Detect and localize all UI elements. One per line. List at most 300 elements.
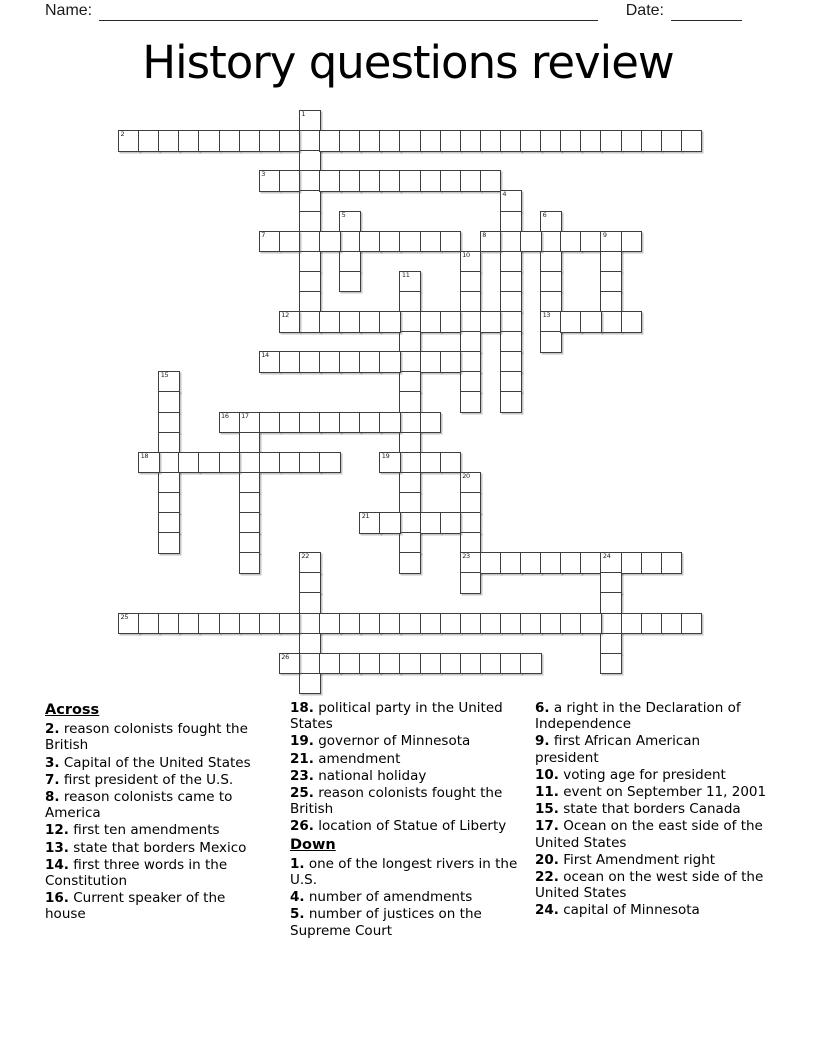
grid-cell-r11c19[interactable]: [500, 331, 522, 353]
grid-cell-r27c15[interactable]: [420, 653, 442, 675]
grid-cell-r16c2[interactable]: [158, 432, 180, 454]
grid-cell-r22c17[interactable]: [460, 552, 482, 574]
grid-cell-r22c22[interactable]: [560, 552, 582, 574]
grid-cell-r25c5[interactable]: [219, 613, 241, 635]
grid-cell-r1c12[interactable]: [359, 130, 381, 152]
grid-cell-r25c24[interactable]: [600, 613, 622, 635]
grid-cell-r23c9[interactable]: [299, 572, 321, 594]
grid-cell-r20c17[interactable]: [460, 512, 482, 534]
grid-cell-r16c6[interactable]: [239, 432, 261, 454]
grid-cell-r25c23[interactable]: [580, 613, 602, 635]
grid-cell-r1c14[interactable]: [399, 130, 421, 152]
grid-cell-r6c25[interactable]: [621, 231, 643, 253]
grid-cell-r25c6[interactable]: [239, 613, 261, 635]
grid-cell-r19c6[interactable]: [239, 492, 261, 514]
grid-cell-r25c20[interactable]: [520, 613, 542, 635]
grid-cell-r10c23[interactable]: [580, 311, 602, 333]
grid-cell-r12c19[interactable]: [500, 351, 522, 373]
cell-number: 20: [462, 471, 470, 480]
grid-cell-r4c19[interactable]: [500, 190, 522, 212]
grid-cell-r1c0[interactable]: [118, 130, 140, 152]
grid-cell-r25c19[interactable]: [500, 613, 522, 635]
grid-cell-r20c16[interactable]: [440, 512, 462, 534]
clue-16-across: 16. Current speaker of the house: [45, 890, 226, 923]
grid-cell-r18c6[interactable]: [239, 472, 261, 494]
grid-cell-r27c17[interactable]: [460, 653, 482, 675]
grid-cell-r6c12[interactable]: [359, 231, 381, 253]
clue-19-across: 19. governor of Minnesota: [290, 733, 471, 750]
clue-number: 13.: [45, 839, 69, 856]
grid-cell-r6c23[interactable]: [580, 231, 602, 253]
grid-cell-r8c19[interactable]: [500, 271, 522, 293]
grid-cell-r1c21[interactable]: [540, 130, 562, 152]
grid-cell-r11c17[interactable]: [460, 331, 482, 353]
grid-cell-r6c8[interactable]: [279, 231, 301, 253]
grid-cell-r25c9[interactable]: [299, 613, 321, 635]
grid-cell-r25c11[interactable]: [339, 613, 361, 635]
grid-cell-r25c4[interactable]: [198, 613, 220, 635]
clue-number: 17.: [535, 818, 559, 835]
clue-number: 7.: [45, 771, 60, 788]
grid-cell-r25c28[interactable]: [681, 613, 703, 635]
clue-number: 2.: [45, 721, 60, 738]
grid-cell-r19c14[interactable]: [399, 492, 421, 514]
grid-cell-r10c24[interactable]: [600, 311, 622, 333]
grid-cell-r15c7[interactable]: [259, 412, 281, 434]
grid-cell-r22c24[interactable]: [600, 552, 622, 574]
grid-cell-r10c21[interactable]: [540, 311, 562, 333]
grid-cell-r17c15[interactable]: [420, 452, 442, 474]
grid-cell-r9c9[interactable]: [299, 291, 321, 313]
cell-number: 8: [482, 230, 487, 239]
cell-number: 7: [261, 230, 266, 239]
grid-cell-r17c7[interactable]: [259, 452, 281, 474]
grid-cell-r6c15[interactable]: [420, 231, 442, 253]
grid-cell-r14c14[interactable]: [399, 391, 421, 413]
grid-cell-r18c2[interactable]: [158, 472, 180, 494]
grid-cell-r25c18[interactable]: [480, 613, 502, 635]
grid-cell-r13c17[interactable]: [460, 371, 482, 393]
grid-cell-r17c6[interactable]: [239, 452, 261, 474]
grid-cell-r13c14[interactable]: [399, 371, 421, 393]
grid-cell-r19c17[interactable]: [460, 492, 482, 514]
grid-cell-r27c16[interactable]: [440, 653, 462, 675]
grid-cell-r27c14[interactable]: [399, 653, 421, 675]
grid-cell-r20c12[interactable]: [359, 512, 381, 534]
grid-cell-r3c12[interactable]: [359, 170, 381, 192]
grid-cell-r20c13[interactable]: [379, 512, 401, 534]
grid-cell-r1c10[interactable]: [319, 130, 341, 152]
grid-cell-r1c13[interactable]: [379, 130, 401, 152]
page-title: History questions review: [142, 36, 674, 89]
grid-cell-r1c4[interactable]: [198, 130, 220, 152]
grid-cell-r3c7[interactable]: [259, 170, 281, 192]
grid-cell-r21c6[interactable]: [239, 532, 261, 554]
grid-cell-r3c11[interactable]: [339, 170, 361, 192]
grid-cell-r10c25[interactable]: [621, 311, 643, 333]
grid-cell-r1c2[interactable]: [158, 130, 180, 152]
grid-cell-r20c6[interactable]: [239, 512, 261, 534]
clue-17-down: 17. Ocean on the east side of the United States: [535, 818, 763, 851]
grid-cell-r1c20[interactable]: [520, 130, 542, 152]
grid-cell-r14c17[interactable]: [460, 391, 482, 413]
grid-cell-r25c14[interactable]: [399, 613, 421, 635]
grid-cell-r6c18[interactable]: [480, 231, 502, 253]
grid-cell-r15c12[interactable]: [359, 412, 381, 434]
grid-cell-r1c11[interactable]: [339, 130, 361, 152]
grid-cell-r10c9[interactable]: [299, 311, 321, 333]
grid-cell-r6c19[interactable]: [500, 231, 522, 253]
grid-cell-r5c19[interactable]: [500, 211, 522, 233]
grid-cell-r22c20[interactable]: [520, 552, 542, 574]
grid-cell-r3c15[interactable]: [420, 170, 442, 192]
grid-cell-r6c22[interactable]: [560, 231, 582, 253]
clue-number: 4.: [290, 889, 305, 906]
grid-cell-r22c23[interactable]: [580, 552, 602, 574]
grid-cell-r21c17[interactable]: [460, 532, 482, 554]
grid-cell-r23c24[interactable]: [600, 572, 622, 594]
grid-cell-r8c24[interactable]: [600, 271, 622, 293]
grid-cell-r11c14[interactable]: [399, 331, 421, 353]
name-label: Name:: [45, 2, 93, 19]
grid-cell-r12c7[interactable]: [259, 351, 281, 373]
grid-cell-r27c13[interactable]: [379, 653, 401, 675]
grid-cell-r5c11[interactable]: [339, 211, 361, 233]
grid-cell-r1c27[interactable]: [661, 130, 683, 152]
cell-number: 1: [301, 110, 306, 118]
grid-cell-r1c25[interactable]: [621, 130, 643, 152]
clue-number: 22.: [535, 869, 559, 886]
grid-cell-r14c19[interactable]: [500, 391, 522, 413]
grid-cell-r1c7[interactable]: [259, 130, 281, 152]
clue-18-across: 18. political party in the United States: [290, 700, 503, 733]
grid-cell-r1c16[interactable]: [440, 130, 462, 152]
grid-cell-r13c19[interactable]: [500, 371, 522, 393]
grid-cell-r6c7[interactable]: [259, 231, 281, 253]
grid-cell-r22c9[interactable]: [299, 552, 321, 574]
grid-cell-r12c17[interactable]: [460, 351, 482, 373]
grid-cell-r12c11[interactable]: [339, 351, 361, 373]
grid-cell-r20c14[interactable]: [399, 512, 421, 534]
grid-cell-r1c9[interactable]: [299, 130, 321, 152]
clue-column-2: [290, 700, 518, 940]
cell-number: 24: [602, 552, 611, 561]
grid-cell-r12c14[interactable]: [399, 351, 421, 373]
clue-number: 5.: [290, 906, 305, 923]
grid-cell-r27c24[interactable]: [600, 653, 622, 675]
cell-number: 10: [462, 250, 470, 259]
grid-cell-r15c5[interactable]: [219, 412, 241, 434]
grid-cell-r1c26[interactable]: [641, 130, 663, 152]
cell-number: 26: [281, 652, 289, 661]
grid-cell-r25c17[interactable]: [460, 613, 482, 635]
grid-cell-r25c0[interactable]: [118, 613, 140, 635]
grid-cell-r8c17[interactable]: [460, 271, 482, 293]
grid-cell-r15c2[interactable]: [158, 412, 180, 434]
grid-cell-r24c24[interactable]: [600, 592, 622, 614]
grid-cell-r12c15[interactable]: [420, 351, 442, 373]
grid-cell-r17c8[interactable]: [279, 452, 301, 474]
grid-cell-r12c13[interactable]: [379, 351, 401, 373]
cell-number: 19: [381, 451, 390, 460]
clue-22-down: 22. ocean on the west side of the United States: [535, 869, 764, 902]
clue-10-down: 10. voting age for president: [535, 766, 726, 783]
grid-cell-r15c6[interactable]: [239, 412, 261, 434]
cell-number: 6: [542, 210, 547, 219]
grid-cell-r25c21[interactable]: [540, 613, 562, 635]
grid-cell-r10c18[interactable]: [480, 311, 502, 333]
across-header: Across: [45, 702, 100, 718]
grid-cell-r25c27[interactable]: [661, 613, 683, 635]
grid-cell-r8c14[interactable]: [399, 271, 421, 293]
grid-cell-r25c3[interactable]: [178, 613, 200, 635]
grid-cell-r27c12[interactable]: [359, 653, 381, 675]
grid-cell-r25c16[interactable]: [440, 613, 462, 635]
grid-cell-r15c14[interactable]: [399, 412, 421, 434]
grid-cell-r15c13[interactable]: [379, 412, 401, 434]
grid-cell-r6c20[interactable]: [520, 231, 542, 253]
grid-cell-r22c21[interactable]: [540, 552, 562, 574]
clue-15-down: 15. state that borders Canada: [535, 801, 741, 818]
clue-24-down: 24. capital of Minnesota: [535, 902, 700, 919]
grid-cell-r10c13[interactable]: [379, 311, 401, 333]
grid-cell-r1c17[interactable]: [460, 130, 482, 152]
grid-cell-r7c9[interactable]: [299, 251, 321, 273]
grid-cell-r12c9[interactable]: [299, 351, 321, 373]
grid-cell-r25c2[interactable]: [158, 613, 180, 635]
grid-cell-r8c11[interactable]: [339, 271, 361, 293]
grid-cell-r22c6[interactable]: [239, 552, 261, 574]
grid-cell-r7c11[interactable]: [339, 251, 361, 273]
grid-cell-r17c9[interactable]: [299, 452, 321, 474]
grid-cell-r8c21[interactable]: [540, 271, 562, 293]
grid-cell-r20c2[interactable]: [158, 512, 180, 534]
grid-cell-r16c14[interactable]: [399, 432, 421, 454]
grid-cell-r9c19[interactable]: [500, 291, 522, 313]
grid-cell-r23c17[interactable]: [460, 572, 482, 594]
grid-cell-r25c12[interactable]: [359, 613, 381, 635]
grid-cell-r27c20[interactable]: [520, 653, 542, 675]
grid-cell-r9c14[interactable]: [399, 291, 421, 313]
grid-cell-r1c18[interactable]: [480, 130, 502, 152]
clue-number: 20.: [535, 851, 559, 868]
grid-cell-r18c17[interactable]: [460, 472, 482, 494]
grid-cell-r12c12[interactable]: [359, 351, 381, 373]
clue-12-across: 12. first ten amendments: [45, 822, 220, 839]
grid-cell-r25c15[interactable]: [420, 613, 442, 635]
grid-cell-r26c9[interactable]: [299, 633, 321, 655]
grid-cell-r17c2[interactable]: [158, 452, 180, 474]
grid-cell-r17c16[interactable]: [440, 452, 462, 474]
grid-cell-r10c15[interactable]: [420, 311, 442, 333]
grid-cell-r27c8[interactable]: [279, 653, 301, 675]
grid-cell-r15c8[interactable]: [279, 412, 301, 434]
grid-cell-r6c14[interactable]: [399, 231, 421, 253]
grid-cell-r10c8[interactable]: [279, 311, 301, 333]
cell-number: 18: [140, 451, 149, 460]
grid-cell-r3c8[interactable]: [279, 170, 301, 192]
grid-cell-r3c9[interactable]: [299, 170, 321, 192]
grid-cell-r10c19[interactable]: [500, 311, 522, 333]
grid-cell-r22c14[interactable]: [399, 552, 421, 574]
cell-number: 23: [462, 552, 470, 561]
grid-cell-r17c4[interactable]: [198, 452, 220, 474]
grid-cell-r27c10[interactable]: [319, 653, 341, 675]
grid-cell-r28c9[interactable]: [299, 673, 321, 695]
grid-cell-r8c9[interactable]: [299, 271, 321, 293]
grid-cell-r25c8[interactable]: [279, 613, 301, 635]
grid-cell-r6c24[interactable]: [600, 231, 622, 253]
clue-number: 11.: [535, 784, 559, 801]
grid-cell-r12c16[interactable]: [440, 351, 462, 373]
cell-number: 17: [241, 411, 249, 420]
grid-cell-r9c17[interactable]: [460, 291, 482, 313]
grid-cell-r10c22[interactable]: [560, 311, 582, 333]
grid-cell-r25c1[interactable]: [138, 613, 160, 635]
grid-cell-r10c17[interactable]: [460, 311, 482, 333]
grid-cell-r10c10[interactable]: [319, 311, 341, 333]
grid-cell-r10c16[interactable]: [440, 311, 462, 333]
grid-cell-r3c14[interactable]: [399, 170, 421, 192]
clue-number: 23.: [290, 767, 314, 784]
grid-cell-r17c3[interactable]: [178, 452, 200, 474]
grid-cell-r10c12[interactable]: [359, 311, 381, 333]
grid-cell-r1c24[interactable]: [600, 130, 622, 152]
clue-number: 19.: [290, 733, 314, 750]
grid-cell-r17c13[interactable]: [379, 452, 401, 474]
clue-number: 6.: [535, 700, 550, 716]
grid-cell-r19c2[interactable]: [158, 492, 180, 514]
grid-cell-r22c18[interactable]: [480, 552, 502, 574]
grid-cell-r7c24[interactable]: [600, 251, 622, 273]
clue-number: 15.: [535, 801, 559, 818]
grid-cell-r1c5[interactable]: [219, 130, 241, 152]
grid-cell-r15c15[interactable]: [420, 412, 442, 434]
grid-cell-r25c25[interactable]: [621, 613, 643, 635]
name-date-row: [45, 2, 742, 21]
cell-number: 22: [301, 552, 310, 561]
grid-cell-r3c10[interactable]: [319, 170, 341, 192]
grid-cell-r6c16[interactable]: [440, 231, 462, 253]
cell-number: 13: [542, 311, 551, 319]
grid-cell-r1c1[interactable]: [138, 130, 160, 152]
grid-cell-r1c22[interactable]: [560, 130, 582, 152]
clue-number: 12.: [45, 822, 69, 839]
grid-cell-r1c23[interactable]: [580, 130, 602, 152]
grid-cell-r10c14[interactable]: [399, 311, 421, 333]
name-blank-line: [99, 5, 598, 21]
grid-cell-r25c22[interactable]: [560, 613, 582, 635]
cell-number: 15: [160, 371, 169, 380]
grid-cell-r7c21[interactable]: [540, 251, 562, 273]
grid-cell-r25c26[interactable]: [641, 613, 663, 635]
clue-column-1: [45, 700, 270, 924]
grid-cell-r1c6[interactable]: [239, 130, 261, 152]
grid-cell-r13c2[interactable]: [158, 371, 180, 393]
grid-cell-r17c10[interactable]: [319, 452, 341, 474]
grid-cell-r27c11[interactable]: [339, 653, 361, 675]
grid-cell-r18c14[interactable]: [399, 472, 421, 494]
grid-cell-r27c9[interactable]: [299, 653, 321, 675]
grid-cell-r0c9[interactable]: [299, 110, 321, 132]
grid-cell-r14c2[interactable]: [158, 391, 180, 413]
grid-cell-r12c10[interactable]: [319, 351, 341, 373]
grid-cell-r7c19[interactable]: [500, 251, 522, 273]
cell-number: 2: [120, 130, 125, 139]
grid-cell-r24c9[interactable]: [299, 592, 321, 614]
grid-cell-r11c21[interactable]: [540, 331, 562, 353]
clue-number: 3.: [45, 754, 60, 771]
grid-cell-r6c13[interactable]: [379, 231, 401, 253]
grid-cell-r20c15[interactable]: [420, 512, 442, 534]
grid-cell-r17c5[interactable]: [219, 452, 241, 474]
grid-cell-r6c9[interactable]: [299, 231, 321, 253]
grid-cell-r2c9[interactable]: [299, 150, 321, 172]
grid-cell-r4c9[interactable]: [299, 190, 321, 212]
grid-cell-r3c16[interactable]: [440, 170, 462, 192]
grid-cell-r7c17[interactable]: [460, 251, 482, 273]
grid-cell-r9c21[interactable]: [540, 291, 562, 313]
grid-cell-r6c11[interactable]: [339, 231, 361, 253]
grid-cell-r5c21[interactable]: [540, 211, 562, 233]
grid-cell-r6c21[interactable]: [540, 231, 562, 253]
grid-cell-r15c9[interactable]: [299, 412, 321, 434]
grid-cell-r5c9[interactable]: [299, 211, 321, 233]
grid-cell-r27c19[interactable]: [500, 653, 522, 675]
cell-number: 9: [602, 230, 607, 239]
grid-cell-r1c15[interactable]: [420, 130, 442, 152]
grid-cell-r22c27[interactable]: [661, 552, 683, 574]
grid-cell-r15c11[interactable]: [339, 412, 361, 434]
clue-number: 21.: [290, 750, 314, 767]
grid-cell-r3c17[interactable]: [460, 170, 482, 192]
clue-number: 9.: [535, 733, 550, 750]
grid-cell-r1c3[interactable]: [178, 130, 200, 152]
grid-cell-r1c28[interactable]: [681, 130, 703, 152]
grid-cell-r15c10[interactable]: [319, 412, 341, 434]
grid-cell-r21c14[interactable]: [399, 532, 421, 554]
clue-number: 8.: [45, 789, 60, 806]
grid-cell-r26c24[interactable]: [600, 633, 622, 655]
clue-11-down: 11. event on September 11, 2001: [535, 784, 767, 801]
grid-cell-r3c13[interactable]: [379, 170, 401, 192]
grid-cell-r17c14[interactable]: [399, 452, 421, 474]
grid-cell-r22c25[interactable]: [621, 552, 643, 574]
grid-cell-r25c10[interactable]: [319, 613, 341, 635]
grid-cell-r17c1[interactable]: [138, 452, 160, 474]
grid-cell-r21c2[interactable]: [158, 532, 180, 554]
clue-5-down: 5. number of justices on the Supreme Court: [290, 906, 482, 939]
grid-cell-r3c18[interactable]: [480, 170, 502, 192]
grid-cell-r9c24[interactable]: [600, 291, 622, 313]
clue-number: 14.: [45, 856, 69, 873]
grid-cell-r1c8[interactable]: [279, 130, 301, 152]
grid-cell-r10c11[interactable]: [339, 311, 361, 333]
clue-number: 24.: [535, 902, 559, 919]
cell-number: 16: [221, 411, 229, 420]
grid-cell-r1c19[interactable]: [500, 130, 522, 152]
grid-cell-r27c18[interactable]: [480, 653, 502, 675]
grid-cell-r25c7[interactable]: [259, 613, 281, 635]
cell-number: 4: [502, 190, 507, 199]
cell-number: 14: [261, 351, 269, 360]
grid-cell-r22c19[interactable]: [500, 552, 522, 574]
grid-cell-r22c26[interactable]: [641, 552, 663, 574]
date-label: Date:: [625, 2, 664, 19]
grid-cell-r6c10[interactable]: [319, 231, 341, 253]
grid-cell-r25c13[interactable]: [379, 613, 401, 635]
grid-cell-r12c8[interactable]: [279, 351, 301, 373]
